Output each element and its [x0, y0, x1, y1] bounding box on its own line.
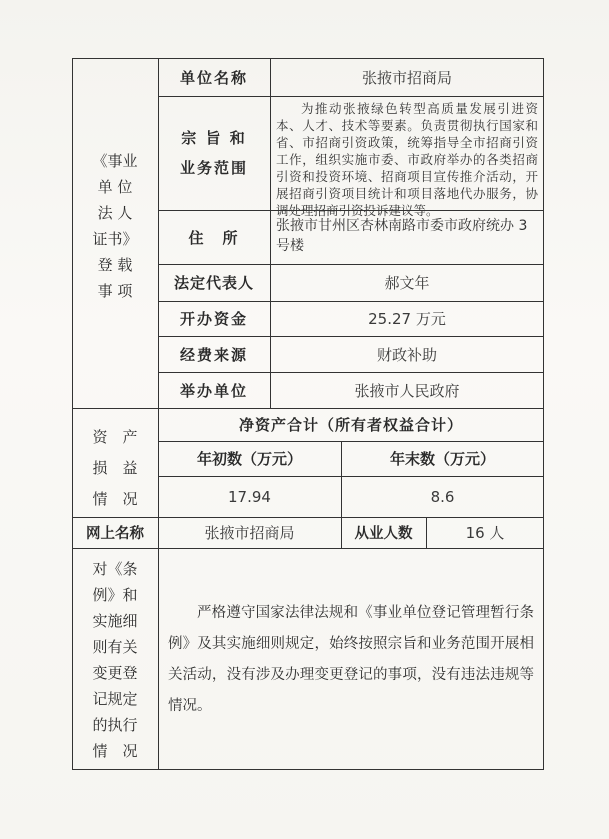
unit-name-label: 单位名称: [179, 68, 248, 87]
label-line: 的执行: [92, 716, 138, 734]
purpose-value: 为推动张掖绿色转型高质量发展引进资本、人才、技术等要素。负责贯彻执行国家和省、市招商引资政策，统筹指导全市招商引资工作，组织实施市委、市政府举办的各类招商引资和投资环境、招商项目宣传推介活动，开展招商引资项目统计和项目落地代办服务，协调处理招商引资投诉建议等。: [276, 101, 538, 218]
end-year-value: 8.6: [430, 487, 455, 506]
begin-year-label: 年初数（万元）: [196, 450, 302, 468]
compliance-text: 严格遵守国家法律法规和《事业单位登记管理暂行条例》及其实施细则规定，始终按照宗旨和业务范围开展相关活动，没有涉及办理变更登记的事项，没有违法违规等情况。: [168, 605, 534, 714]
funding-value: 财政补助: [376, 345, 437, 364]
sponsor-value: 张掖市人民政府: [354, 381, 460, 400]
label-line: 《事业: [92, 152, 138, 170]
label-line: 事 项: [97, 282, 133, 300]
online-name-value: 张掖市招商局: [204, 524, 295, 542]
divider: [72, 548, 544, 549]
unit-name-value: 张掖市招商局: [361, 68, 452, 87]
end-year-label: 年末数（万元）: [389, 450, 495, 468]
registration-section-label: [72, 148, 158, 304]
purpose-label-line: 业务范围: [179, 159, 248, 177]
label-line: 记规定: [92, 690, 138, 708]
legal-rep-label: 法定代表人: [173, 274, 254, 292]
label-line: 情 况: [92, 742, 138, 760]
funding-label: 经费来源: [179, 345, 248, 364]
purpose-label: [158, 96, 270, 210]
label-line: 资 产: [92, 428, 138, 446]
label-line: 损 益: [92, 459, 138, 477]
label-line: 对《条: [92, 560, 138, 578]
address-value: 张掖市甘州区杏林南路市委市政府统办 3 号楼: [276, 218, 528, 254]
label-line: 则有关: [92, 638, 138, 656]
label-line: 实施细: [92, 612, 138, 630]
legal-rep-value: 郝文年: [384, 274, 430, 292]
capital-value: 25.27 万元: [368, 310, 446, 328]
net-assets-label: 净资产合计（所有者权益合计）: [238, 416, 463, 434]
label-line: 情 况: [92, 490, 138, 508]
label-line: 例》和: [92, 586, 138, 604]
label-line: 法 人: [97, 204, 133, 222]
capital-label: 开办资金: [179, 310, 248, 328]
compliance-section-label: [72, 556, 158, 764]
address-label: 住 所: [188, 228, 240, 247]
begin-year-value: 17.94: [228, 487, 271, 506]
staff-count-value: 16 人: [465, 524, 505, 542]
sponsor-label: 举办单位: [179, 381, 248, 400]
purpose-label-line: 宗 旨 和: [181, 129, 247, 147]
label-line: 登 载: [97, 256, 133, 274]
label-line: 证书》: [92, 230, 138, 248]
assets-section-label: [72, 422, 158, 515]
staff-count-label: 从业人数: [354, 526, 413, 542]
online-name-label: 网上名称: [86, 526, 144, 542]
label-line: 变更登: [92, 664, 138, 682]
label-line: 单 位: [97, 178, 133, 196]
